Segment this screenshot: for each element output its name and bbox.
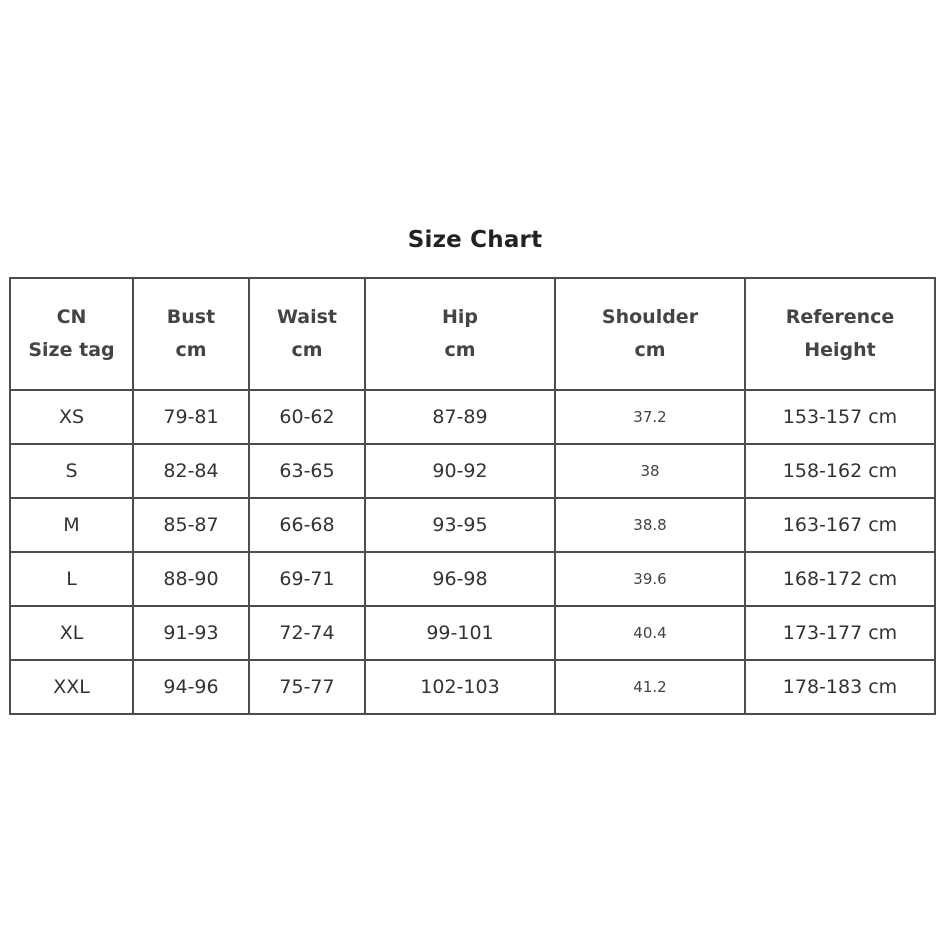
waist-cell: 60-62 [249, 390, 365, 444]
shoulder-cell: 38.8 [555, 498, 745, 552]
size-tag-cell: XXL [10, 660, 133, 714]
height-cell: 158-162 cm [745, 444, 935, 498]
table-row [10, 390, 935, 444]
hip-cell: 96-98 [365, 552, 555, 606]
table-row [10, 498, 935, 552]
bust-cell: 91-93 [133, 606, 249, 660]
shoulder-cell: 40.4 [555, 606, 745, 660]
shoulder-cell: 38 [555, 444, 745, 498]
header-row [10, 278, 935, 390]
waist-cell: 75-77 [249, 660, 365, 714]
header-shoulder: Shoulder cm [555, 278, 745, 390]
waist-cell: 63-65 [249, 444, 365, 498]
table-row [10, 606, 935, 660]
hip-cell: 99-101 [365, 606, 555, 660]
bust-cell: 94-96 [133, 660, 249, 714]
hip-cell: 93-95 [365, 498, 555, 552]
height-cell: 163-167 cm [745, 498, 935, 552]
waist-cell: 72-74 [249, 606, 365, 660]
size-tag-cell: XS [10, 390, 133, 444]
header-bust: Bust cm [133, 278, 249, 390]
waist-cell: 69-71 [249, 552, 365, 606]
size-tag-cell: S [10, 444, 133, 498]
bust-cell: 82-84 [133, 444, 249, 498]
waist-cell: 66-68 [249, 498, 365, 552]
size-tag-cell: M [10, 498, 133, 552]
hip-cell: 87-89 [365, 390, 555, 444]
height-cell: 178-183 cm [745, 660, 935, 714]
height-cell: 168-172 cm [745, 552, 935, 606]
size-tag-cell: XL [10, 606, 133, 660]
size-chart-table [9, 277, 936, 715]
bust-cell: 79-81 [133, 390, 249, 444]
header-waist: Waist cm [249, 278, 365, 390]
hip-cell: 102-103 [365, 660, 555, 714]
table-row [10, 660, 935, 714]
size-tag-cell: L [10, 552, 133, 606]
header-reference-height: Reference Height [745, 278, 935, 390]
page-title: Size Chart [407, 227, 543, 253]
header-hip: Hip cm [365, 278, 555, 390]
shoulder-cell: 39.6 [555, 552, 745, 606]
height-cell: 173-177 cm [745, 606, 935, 660]
shoulder-cell: 37.2 [555, 390, 745, 444]
header-size-tag: CN Size tag [10, 278, 133, 390]
height-cell: 153-157 cm [745, 390, 935, 444]
table-row [10, 444, 935, 498]
table-row [10, 552, 935, 606]
hip-cell: 90-92 [365, 444, 555, 498]
shoulder-cell: 41.2 [555, 660, 745, 714]
bust-cell: 88-90 [133, 552, 249, 606]
bust-cell: 85-87 [133, 498, 249, 552]
